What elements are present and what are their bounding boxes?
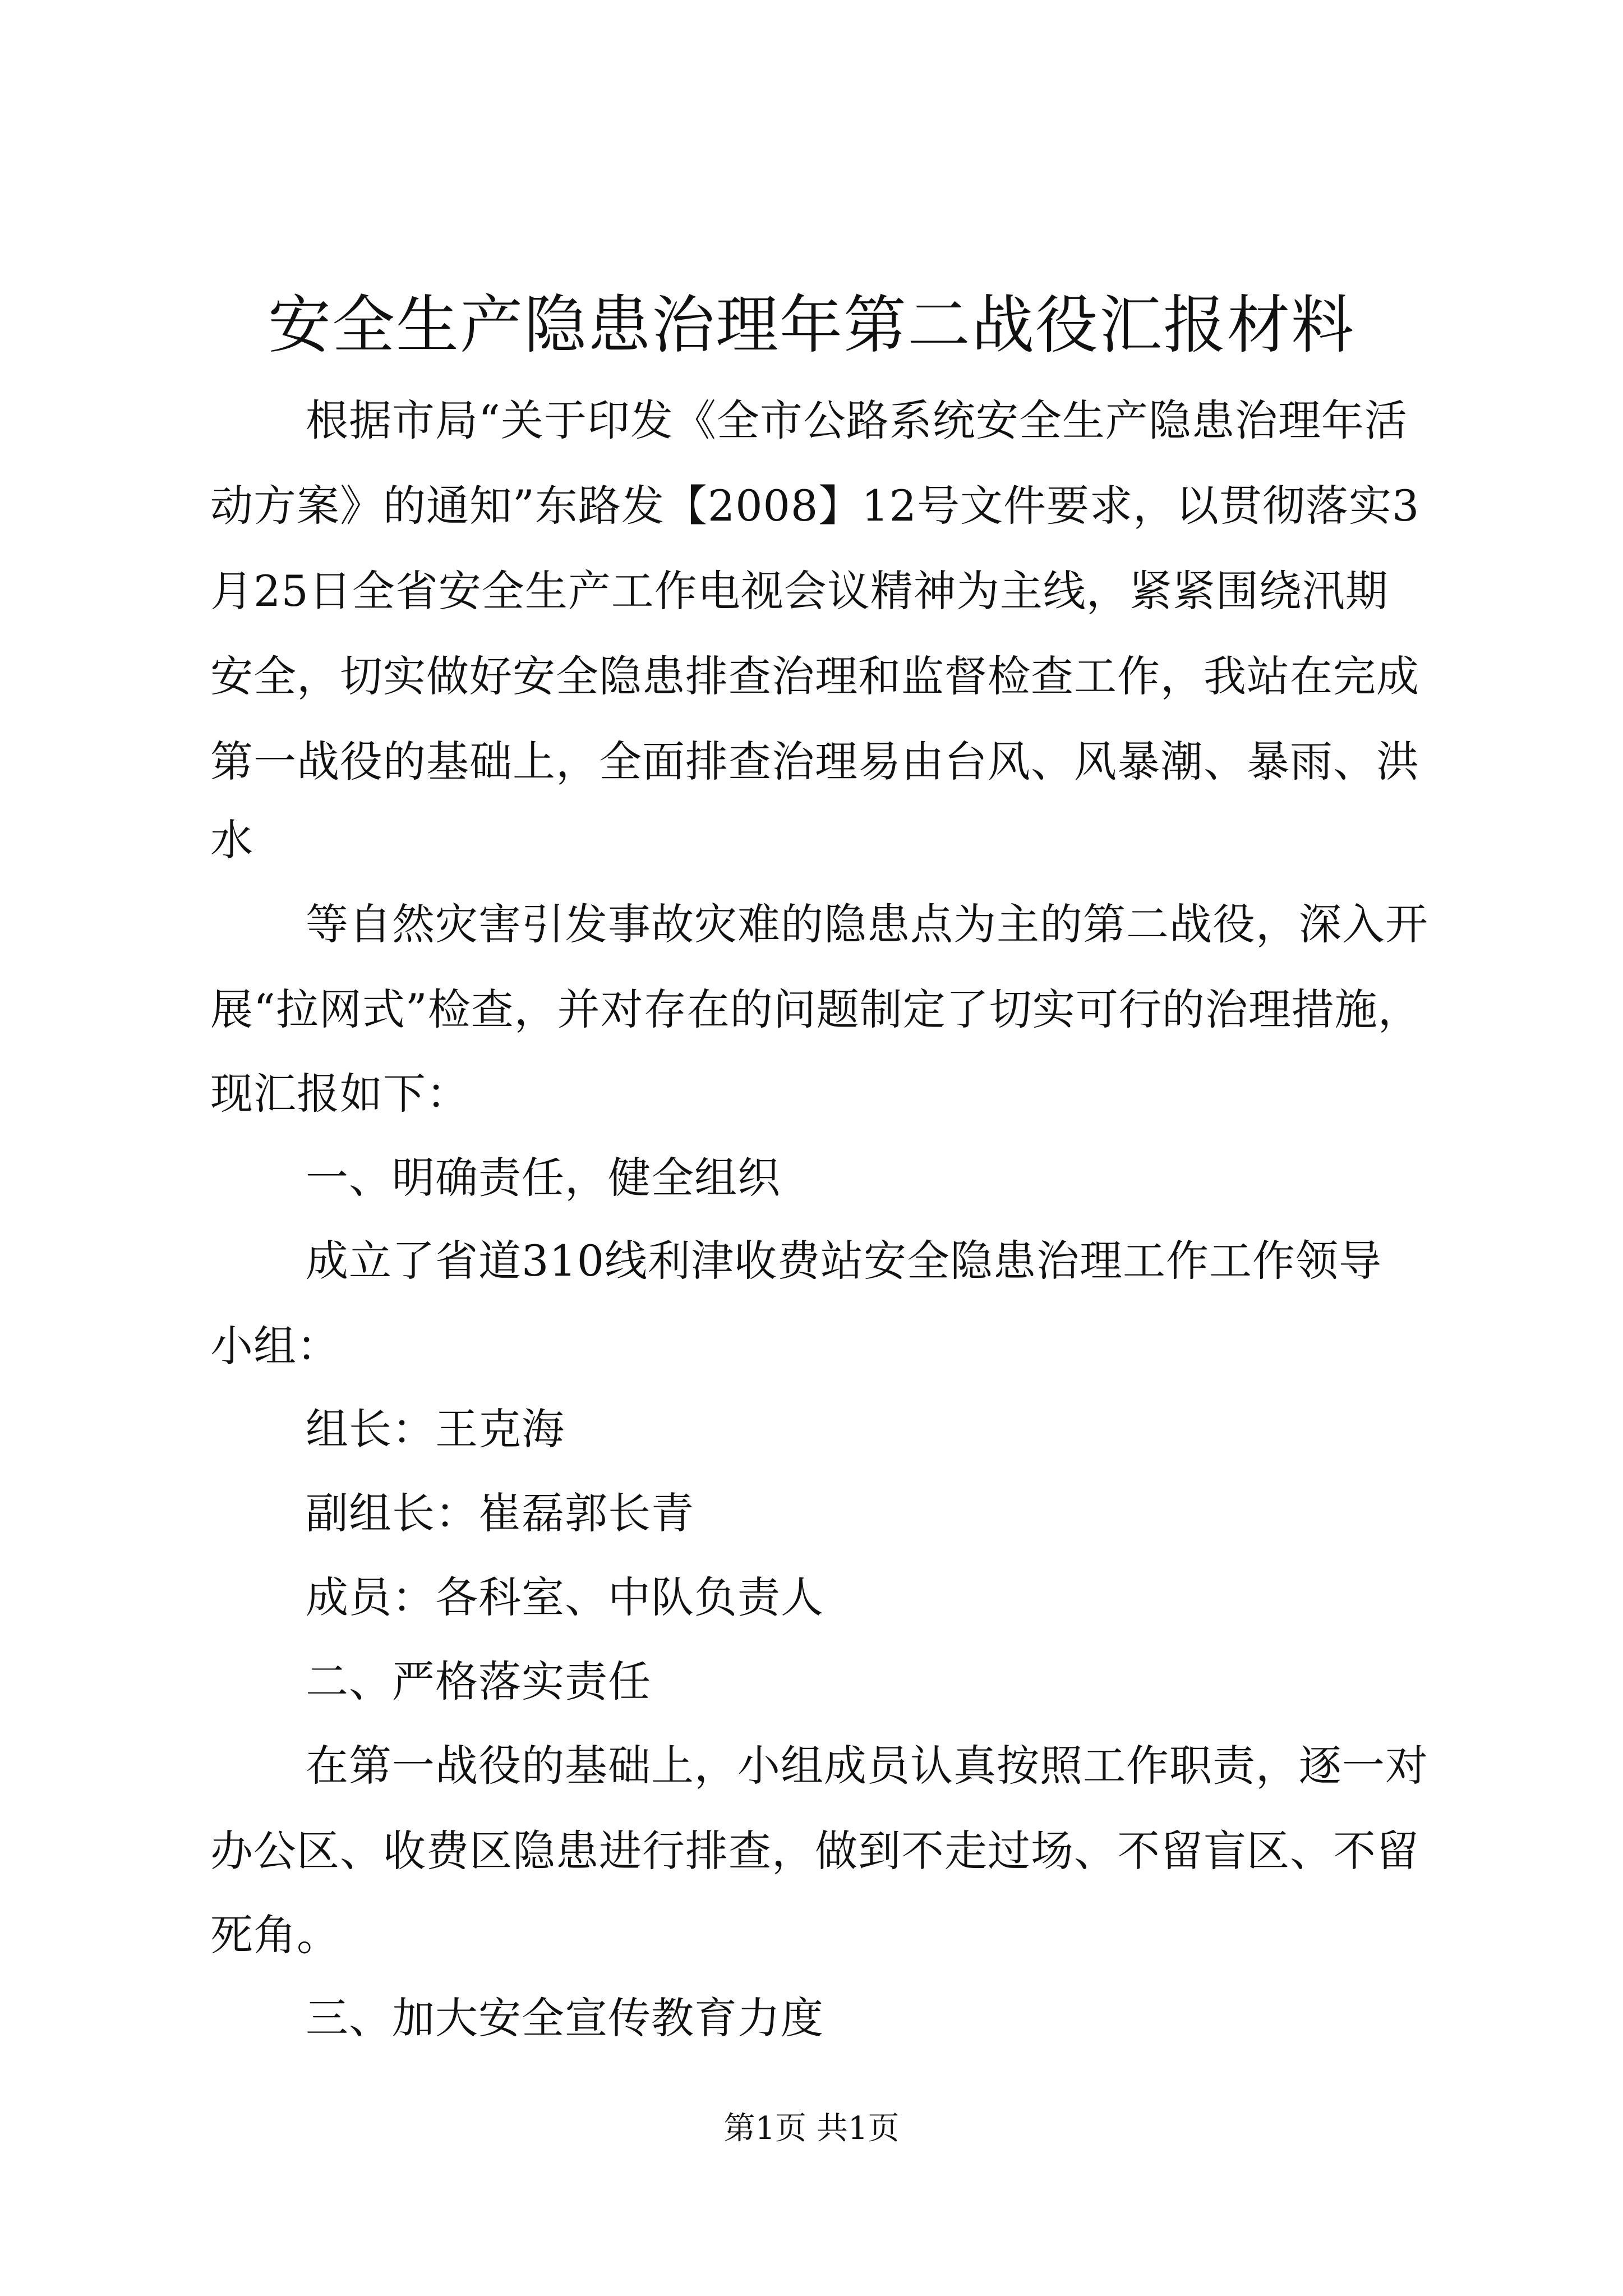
body-line: 现汇报如下： — [210, 1069, 469, 1119]
section-heading: 三、加大安全宣传教育力度 — [306, 1993, 824, 2043]
body-line: 动方案》的通知”东路发【2008】12号文件要求，以贯彻落实3 — [210, 481, 1420, 531]
body-line: 成立了省道310线利津收费站安全隐患治理工作工作领导 — [306, 1236, 1382, 1286]
body-line: 成员：各科室、中队负责人 — [306, 1572, 824, 1622]
body-line: 办公区、收费区隐患进行排查，做到不走过场、不留盲区、不留 — [210, 1826, 1419, 1876]
body-line: 等自然灾害引发事故灾难的隐患点为主的第二战役，深入开 — [306, 899, 1428, 949]
body-line: 小组： — [210, 1321, 340, 1371]
body-line: 组长：王克海 — [306, 1404, 565, 1454]
body-line: 安全，切实做好安全隐患排查治理和监督检查工作，我站在完成 — [210, 651, 1419, 701]
section-heading: 一、明确责任，健全组织 — [306, 1153, 781, 1203]
page-footer: 第1页 共1页 — [723, 2110, 900, 2147]
body-line: 第一战役的基础上，全面排查治理易由台风、风暴潮、暴雨、洪 — [210, 737, 1419, 786]
body-line: 展“拉网式”检查，并对存在的问题制定了切实可行的治理措施， — [210, 984, 1421, 1034]
body-line: 副组长：崔磊郭长青 — [306, 1488, 694, 1538]
body-line: 根据市局“关于印发《全市公路系统安全生产隐患治理年活 — [306, 395, 1408, 445]
section-heading: 二、严格落实责任 — [306, 1657, 651, 1706]
body-line: 死角。 — [210, 1910, 340, 1960]
body-line: 在第一战役的基础上，小组成员认真按照工作职责，逐一对 — [306, 1741, 1428, 1791]
document-title: 安全生产隐患治理年第二战役汇报材料 — [268, 289, 1355, 362]
body-line: 水 — [210, 815, 253, 865]
body-line: 月25日全省安全生产工作电视会议精神为主线，紧紧围绕汛期 — [210, 566, 1389, 616]
